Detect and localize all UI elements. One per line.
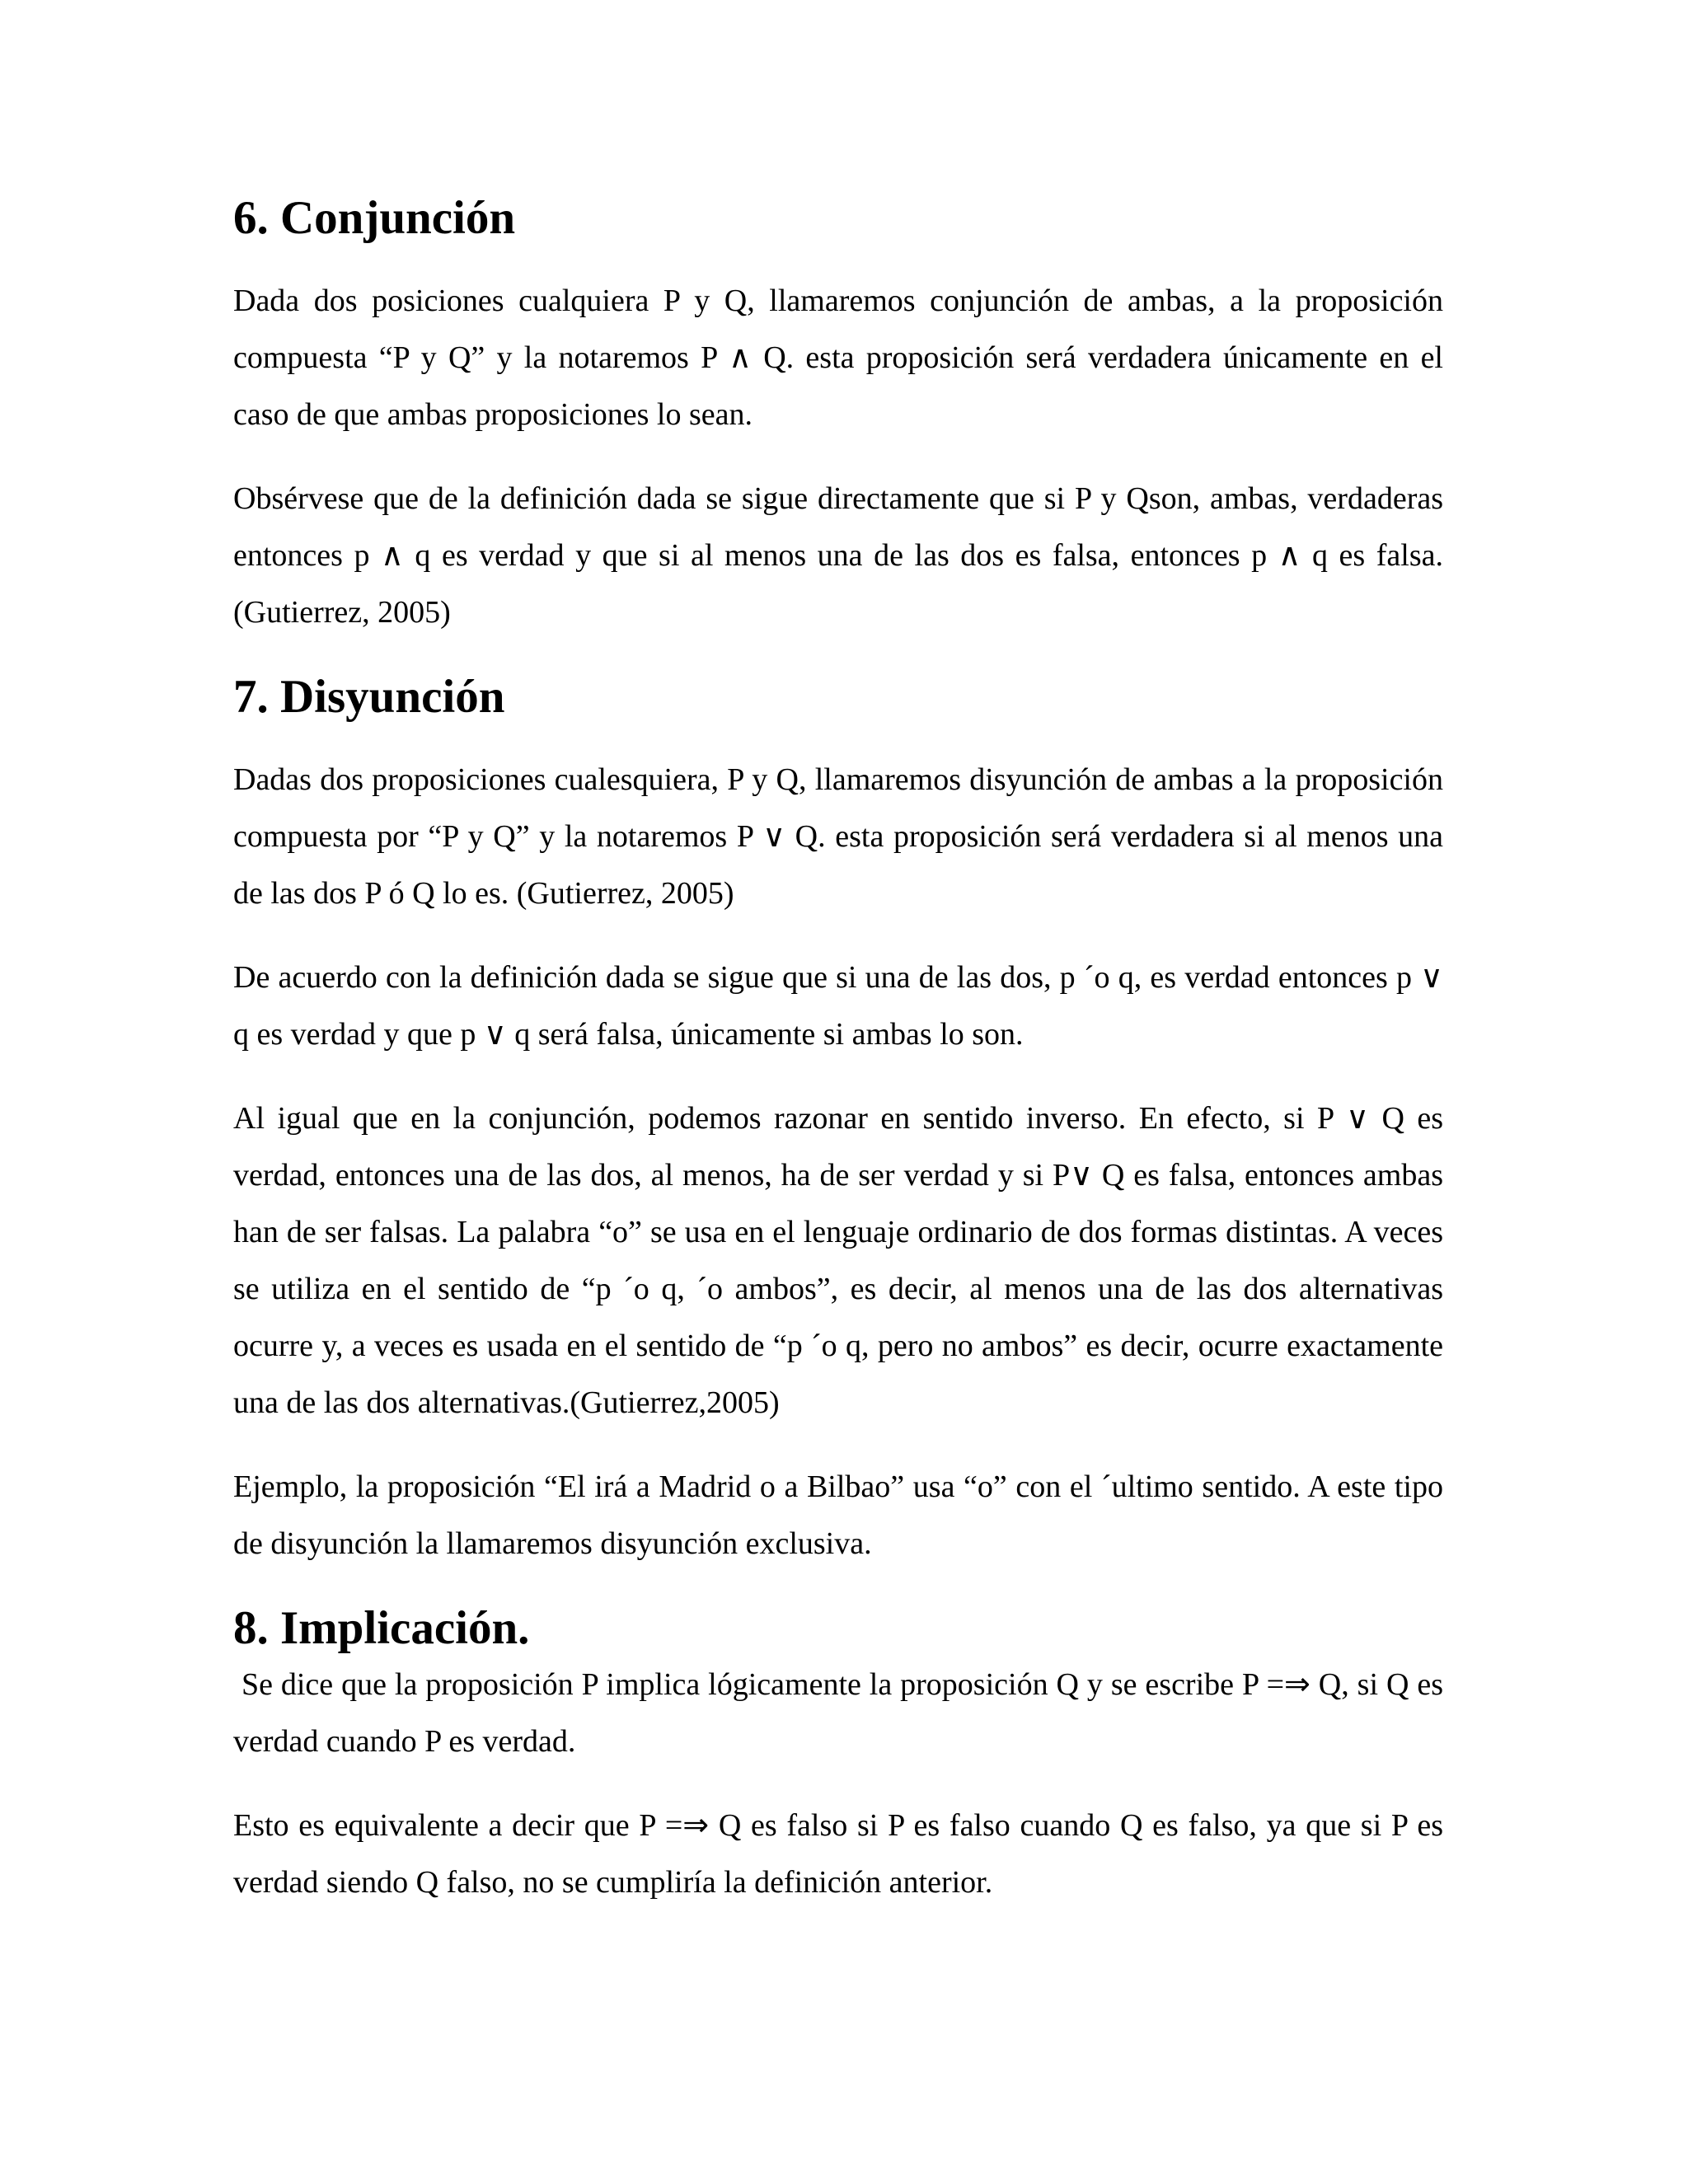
- paragraph-disyuncion-ejemplo: Ejemplo, la proposición “El irá a Madrid o a Bilbao” usa “o” con el ´ultimo sentido. A este tipo de disyunción la llamaremos disyunción exclusiva.: [233, 1469, 1443, 1561]
- paragraph-disyuncion-definicion: Dadas dos proposiciones cualesquiera, P y Q, llamaremos disyunción de ambas a la proposición compuesta por “P y Q” y la notaremos P ∨ Q. esta proposición será verdadera si al menos una de las dos P ó Q lo es. (Gutierrez, 2005): [233, 762, 1443, 911]
- paragraph-implicacion-definicion: Se dice que la proposición P implica lógicamente la proposición Q y se escribe P =⇒ Q, si Q es verdad cuando P es verdad.: [233, 1667, 1451, 1759]
- section-heading-conjuncion: 6. Conjunción: [233, 192, 516, 244]
- section-heading-disyuncion: 7. Disyunción: [233, 671, 505, 723]
- paragraph-disyuncion-acuerdo: De acuerdo con la definición dada se sigue que si una de las dos, p ´o q, es verdad entonces p ∨ q es verdad y que p ∨ q será falsa, únicamente si ambas lo son.: [233, 960, 1443, 1052]
- section-heading-implicacion: 8. Implicación.: [233, 1602, 530, 1654]
- paragraph-disyuncion-inverso: Al igual que en la conjunción, podemos razonar en sentido inverso. En efecto, si P ∨ Q es verdad, entonces una de las dos, al menos, ha de ser verdad y si P∨ Q es falsa, entonces ambas han de ser falsas. La palabra “o” se usa en el lenguaje ordinario de dos formas distintas. A veces se utiliza en el sentido de “p ´o q, ´o ambos”, es decir, al menos una de las dos alternativas ocurre y, a veces es usada en el sentido de “p ´o q, pero no ambos” es decir, ocurre exactamente una de las dos alternativas.(Gutierrez,2005): [233, 1101, 1443, 1420]
- paragraph-conjuncion-definicion: Dada dos posiciones cualquiera P y Q, llamaremos conjunción de ambas, a la proposición compuesta “P y Q” y la notaremos P ∧ Q. esta proposición será verdadera únicamente en el caso de que ambas proposiciones lo sean.: [233, 284, 1443, 432]
- paragraph-conjuncion-observacion: Obsérvese que de la definición dada se sigue directamente que si P y Qson, ambas, verdaderas entonces p ∧ q es verdad y que si al menos una de las dos es falsa, entonces p ∧ q es falsa. (Gutierrez, 2005): [233, 481, 1443, 630]
- document-page: [233, 190, 1451, 1911]
- paragraph-implicacion-equivalencia: Esto es equivalente a decir que P =⇒ Q es falso si P es falso cuando Q es falso, ya que si P es verdad siendo Q falso, no se cumpliría la definición anterior.: [233, 1808, 1443, 1900]
